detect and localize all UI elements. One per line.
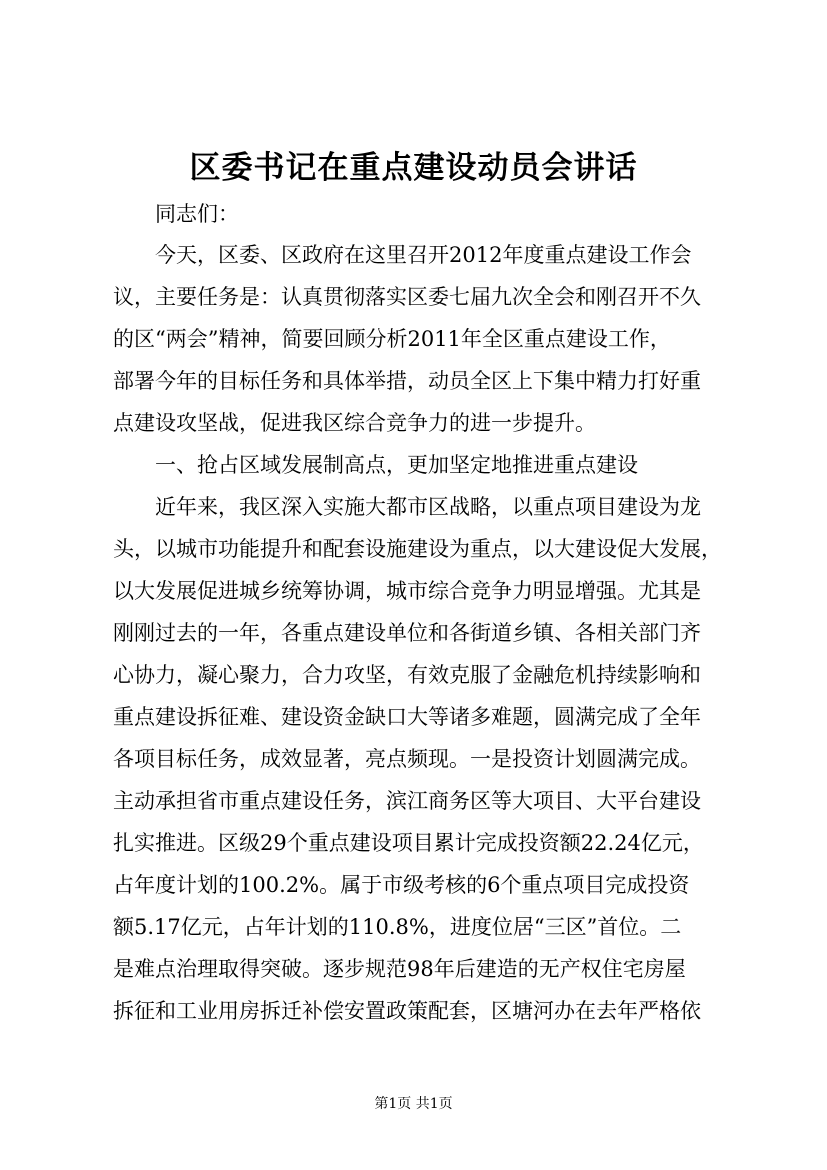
paragraph-line: 刚刚过去的一年，各重点建设单位和各街道乡镇、各相关部门齐 [113,621,701,645]
paragraph-line: 点建设攻坚战，促进我区综合竞争力的进一步提升。 [113,411,596,435]
paragraph-line: 头，以城市功能提升和配套设施建设为重点，以大建设促大发展， [113,537,722,561]
paragraph-line: 各项目标任务，成效显著，亮点频现。一是投资计划圆满完成。 [113,747,701,771]
paragraph-line: 心协力，凝心聚力，合力攻坚，有效克服了金融危机持续影响和 [113,663,701,687]
paragraph-line: 主动承担省市重点建设任务，滨江商务区等大项目、大平台建设 [113,789,701,813]
paragraph-line: 扎实推进。区级29个重点建设项目累计完成投资额22.24亿元， [113,831,704,855]
paragraph-line: 重点建设拆征难、建设资金缺口大等诸多难题，圆满完成了全年 [113,705,701,729]
paragraph-line: 占年度计划的100.2%。属于市级考核的6个重点项目完成投资 [113,873,690,897]
page-number-footer: 第1页 共1页 [374,1096,453,1112]
paragraph-line: 的区“两会”精神，简要回顾分析2011年全区重点建设工作， [113,327,671,351]
paragraph-line: 议，主要任务是：认真贯彻落实区委七届九次全会和刚召开不久 [113,285,701,309]
paragraph-line: 以大发展促进城乡统筹协调，城市综合竞争力明显增强。尤其是 [113,579,701,603]
paragraph-line: 今天，区委、区政府在这里召开2012年度重点建设工作会 [155,243,692,267]
salutation: 同志们： [155,202,239,226]
section-heading: 一、抢占区域发展制高点，更加坚定地推进重点建设 [155,453,638,477]
paragraph-line: 额5.17亿元，占年计划的110.8%，进度位居“三区”首位。二 [113,915,682,939]
paragraph-line: 拆征和工业用房拆迁补偿安置政策配套，区塘河办在去年严格依 [113,999,701,1023]
document-title: 区委书记在重点建设动员会讲话 [189,150,638,186]
paragraph-line: 近年来，我区深入实施大都市区战略，以重点项目建设为龙 [155,495,701,519]
paragraph-line: 部署今年的目标任务和具体举措，动员全区上下集中精力打好重 [113,369,701,393]
paragraph-line: 是难点治理取得突破。逐步规范98年后建造的无产权住宅房屋 [113,957,686,981]
